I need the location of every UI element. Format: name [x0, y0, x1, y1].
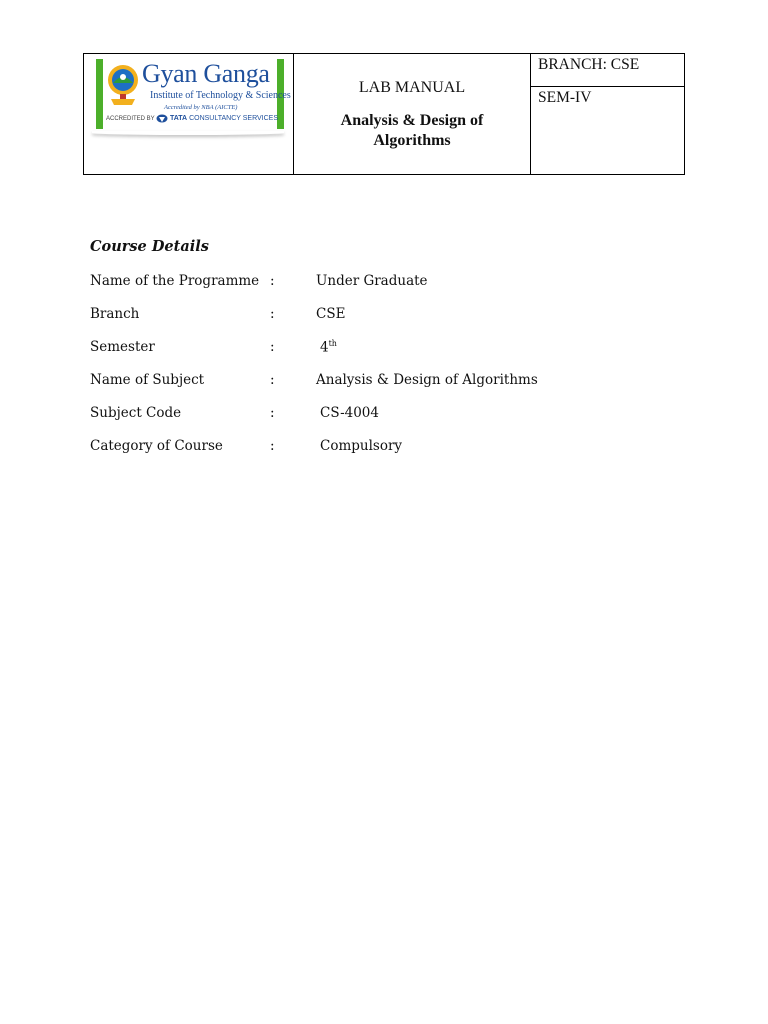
detail-value: CS-4004 — [320, 405, 379, 421]
detail-colon: : — [270, 372, 275, 388]
logo-cell — [84, 54, 294, 175]
tata-brand: TATA — [170, 115, 188, 122]
detail-row-branch — [90, 304, 650, 337]
header-table — [83, 53, 685, 175]
subject-title: Analysis & Design of Algorithms — [340, 112, 484, 149]
detail-value — [320, 339, 337, 356]
semester-number: 4 — [320, 339, 329, 356]
detail-label: Subject Code — [90, 405, 182, 421]
detail-row-subject-code — [90, 403, 650, 436]
detail-value: CSE — [316, 306, 346, 322]
title-cell — [294, 54, 531, 175]
logo-approval: Accredited by NBA (AICTE) — [164, 104, 238, 111]
detail-row-subject — [90, 370, 650, 403]
logo-bar-left — [96, 59, 103, 129]
emblem-icon — [105, 63, 141, 107]
semester-label: SEM-IV — [538, 89, 592, 106]
tata-logo-icon — [156, 114, 168, 123]
detail-row-semester — [90, 337, 650, 370]
detail-colon: : — [270, 339, 275, 355]
logo-name: Gyan Ganga — [142, 59, 270, 88]
detail-colon: : — [270, 273, 275, 289]
course-details-list — [90, 271, 650, 469]
detail-colon: : — [270, 438, 275, 454]
detail-row-category — [90, 436, 650, 469]
detail-row-programme — [90, 271, 650, 304]
logo-tata — [170, 115, 278, 122]
branch-label: BRANCH: CSE — [538, 56, 640, 73]
course-details-heading: Course Details — [90, 238, 209, 255]
logo-accredited-by: ACCREDITED BY — [106, 116, 155, 122]
detail-value: Analysis & Design of Algorithms — [316, 372, 538, 388]
branch-cell — [531, 54, 685, 87]
semester-ordinal: th — [328, 339, 337, 348]
detail-colon: : — [270, 306, 275, 322]
detail-value: Under Graduate — [316, 273, 428, 289]
tata-rest: CONSULTANCY SERVICES — [189, 115, 279, 122]
lab-manual-title: LAB MANUAL — [358, 79, 466, 96]
semester-cell — [531, 87, 685, 175]
detail-label: Name of Subject — [90, 372, 205, 388]
detail-label: Name of the Programme — [90, 273, 260, 289]
detail-label: Semester — [90, 339, 155, 355]
detail-label: Branch — [90, 306, 140, 322]
logo-frame — [92, 131, 284, 135]
detail-value: Compulsory — [320, 438, 403, 454]
logo-subtitle: Institute of Technology & Sciences — [150, 90, 291, 101]
detail-colon: : — [270, 405, 275, 421]
institute-logo — [90, 57, 291, 135]
detail-label: Category of Course — [90, 438, 223, 454]
